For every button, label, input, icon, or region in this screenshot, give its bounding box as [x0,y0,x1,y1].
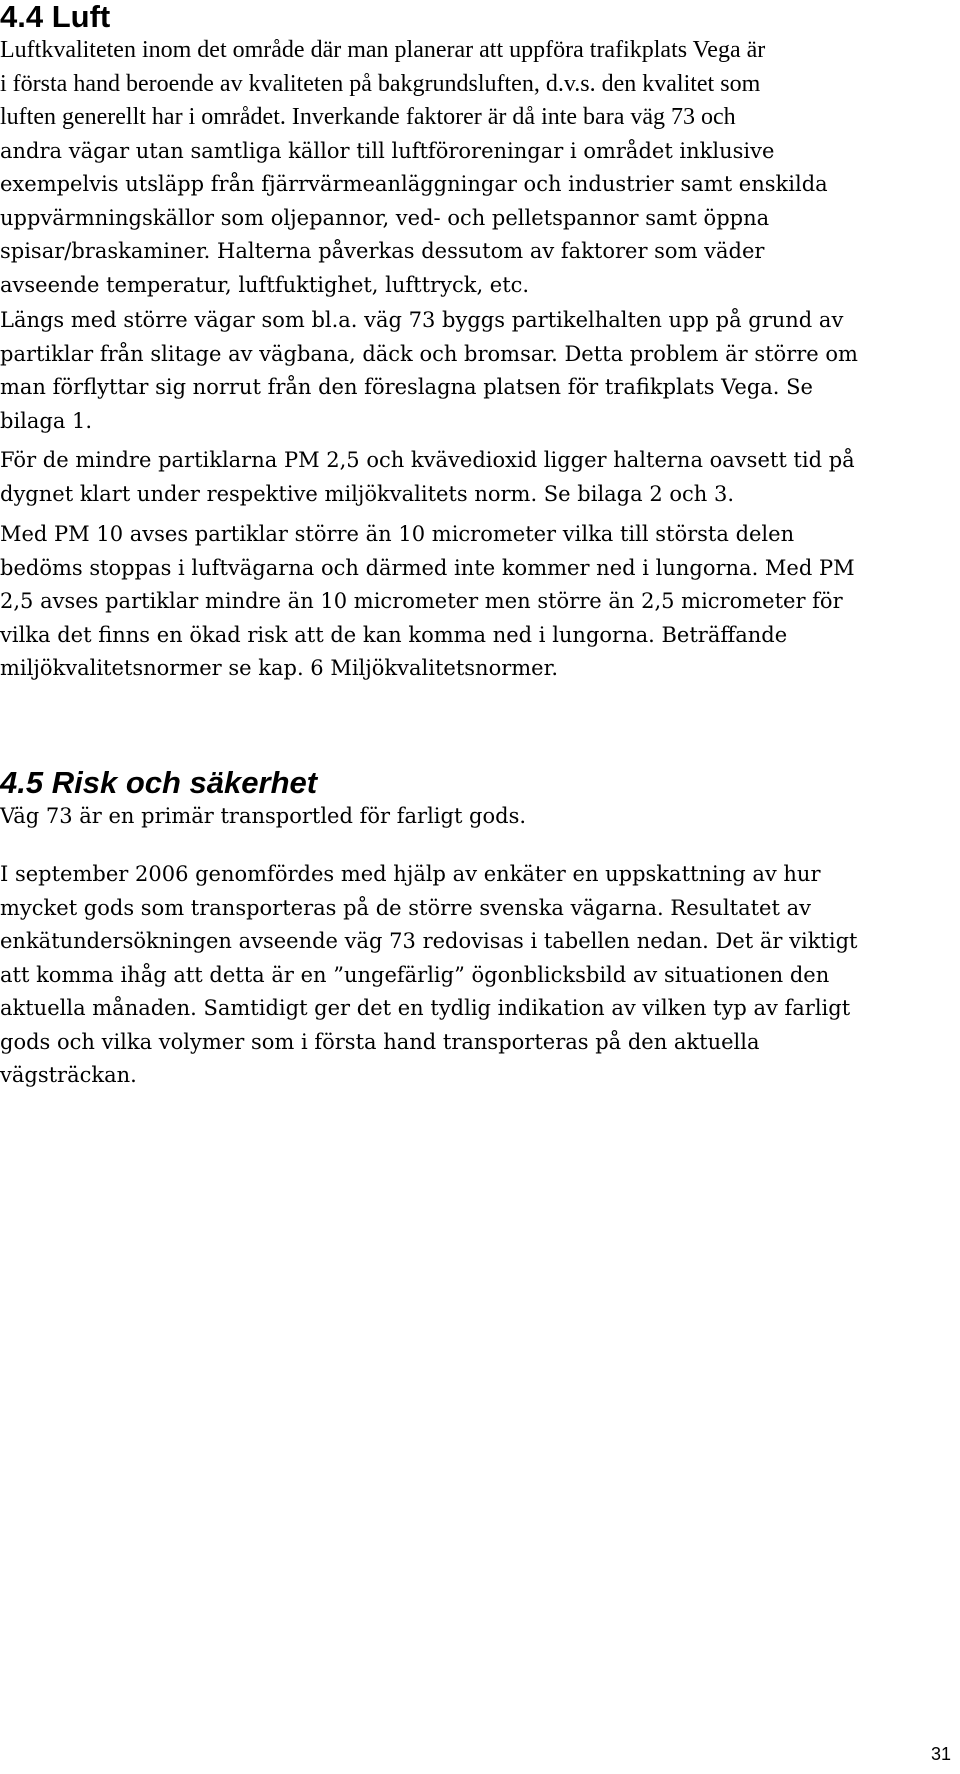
text-line: att komma ihåg att detta är en ”ungefärlig” ögonblicksbild av situationen den [0,962,830,987]
text-line: luften generellt har i området. Inverkande faktorer är då inte bara väg 73 och [0,104,736,130]
text-line: enkätundersökningen avseende väg 73 redovisas i tabellen nedan. Det är viktigt [0,929,858,953]
paragraph-dangerous-goods-route [0,800,950,834]
text-line: 2,5 avses partiklar mindre än 10 micrometer men större än 2,5 micrometer för [0,589,843,613]
paragraph-particle-levels [0,304,950,438]
section-number: 4.5 [0,765,44,800]
text-line: aktuella månaden. Samtidigt ger det en tydlig indikation av vilken typ av farligt [0,996,851,1020]
section-title: Luft [51,0,111,34]
text-line: avseende temperatur, luftfuktighet, lufttryck, etc. [0,272,530,297]
text-line: gods och vilka volymer som i första hand transporteras på den aktuella [0,1029,760,1054]
text-line: andra vägar utan samtliga källor till luftföroreningar i området inklusive [0,138,775,163]
text-line: man förflyttar sig norrut från den föreslagna platsen för trafikplats Vega. Se [0,375,813,399]
section-title: Risk och säkerhet [51,765,318,800]
section-heading-risk [0,766,317,800]
text-line: För de mindre partiklarna PM 2,5 och kvävedioxid ligger halterna oavsett tid på [0,448,855,472]
page-number: 31 [930,1744,951,1764]
paragraph-pm25-no2 [0,444,950,511]
text-line: spisar/braskaminer. Halterna påverkas dessutom av faktorer som väder [0,239,765,263]
text-line: bedöms stoppas i luftvägarna och därmed inte kommer ned i lungorna. Med PM [0,555,855,580]
paragraph-pm-definitions [0,518,950,686]
paragraph-survey [0,858,950,1093]
text-line: partiklar från slitage av vägbana, däck och bromsar. Detta problem är större om [0,341,858,366]
text-line: bilaga 1. [0,408,93,433]
text-line: mycket gods som transporteras på de större svenska vägarna. Resultatet av [0,895,811,920]
text-line: exempelvis utsläpp från fjärrvärmeanläggningar och industrier samt enskilda [0,172,828,196]
text-line: Med PM 10 avses partiklar större än 10 micrometer vilka till största delen [0,522,795,546]
text-line: Luftkvaliteten inom det område där man planerar att uppföra trafikplats Vega är [0,37,766,63]
text-line: I september 2006 genomfördes med hjälp av enkäter en uppskattning av hur [0,862,821,886]
text-line: Väg 73 är en primär transportled för farligt gods. [0,804,527,828]
text-line: uppvärmningskällor som oljepannor, ved- och pelletspannor samt öppna [0,205,770,230]
section-heading-luft [0,0,110,34]
section-number: 4.4 [0,0,44,34]
text-line: vilka det finns en ökad risk att de kan komma ned i lungorna. Beträffande [0,622,788,647]
text-line: dygnet klart under respektive miljökvalitets norm. Se bilaga 2 och 3. [0,481,734,506]
paragraph-air-quality-intro [0,34,950,302]
text-line: vägsträckan. [0,1063,137,1087]
text-line: miljökvalitetsnormer se kap. 6 Miljökvalitetsnormer. [0,656,559,680]
text-line: i första hand beroende av kvaliteten på bakgrundsluften, d.v.s. den kvalitet som [0,70,761,97]
text-line: Längs med större vägar som bl.a. väg 73 byggs partikelhalten upp på grund av [0,308,844,332]
